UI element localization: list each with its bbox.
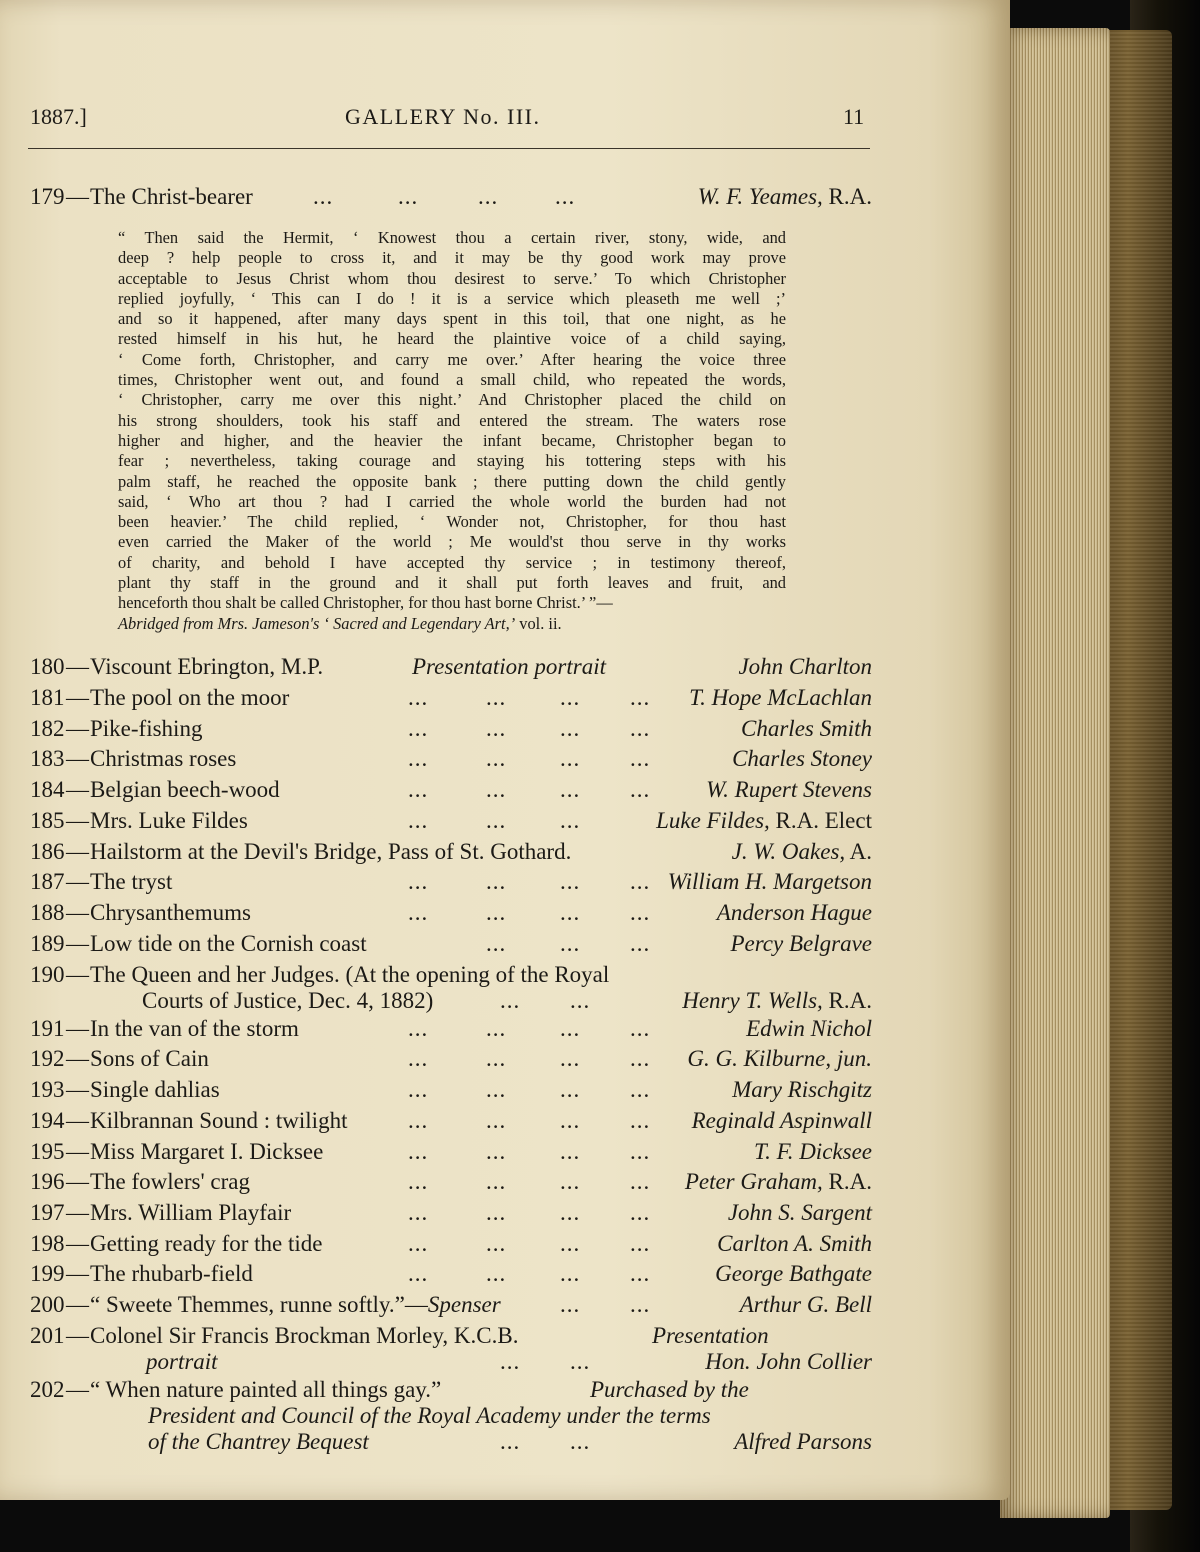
entry-dash: —	[66, 716, 89, 741]
quotation-line: been heavier.’ The child replied, ‘ Wonder not, Christopher, for thou hast	[118, 512, 786, 532]
leader-dots: ...	[630, 1231, 651, 1256]
entry-number: 193	[30, 1077, 65, 1102]
leader-dots: ...	[486, 685, 507, 710]
leader-dots: ...	[560, 900, 581, 925]
leader-dots: ...	[408, 1261, 429, 1286]
catalogue-entry-184	[30, 777, 872, 807]
entry-note: Presentation portrait	[412, 654, 607, 679]
entry-title: Single dahlias	[90, 1077, 220, 1102]
entry-artist: William H. Margetson	[667, 869, 872, 894]
catalogue-entry-186	[30, 839, 872, 869]
entry-dash: —	[66, 1231, 89, 1256]
quotation-line: his strong shoulders, took his staff and entered the stream. The waters rose	[118, 410, 786, 430]
entry-artist: Charles Stoney	[732, 746, 872, 771]
quotation-line: even carried the Maker of the world ; Me would'st thou serve in thy works	[118, 532, 786, 552]
leader-dots: ...	[560, 716, 581, 741]
quotation-line: henceforth thou shalt be called Christopher, for thou hast borne Christ.’ ”—	[118, 593, 613, 613]
leader-dots: ...	[478, 184, 499, 209]
leader-dots: ...	[486, 1077, 507, 1102]
entry-dash: —	[66, 1046, 89, 1071]
quotation-line: “ Then said the Hermit, ‘ Knowest thou a certain river, stony, wide, and	[118, 228, 786, 247]
entry-artist: John S. Sargent	[727, 1200, 872, 1225]
catalogue-entry-197	[30, 1200, 872, 1230]
entry-dash: —	[66, 1261, 89, 1286]
entry-title: The rhubarb-field	[90, 1261, 253, 1286]
leader-dots: ...	[486, 1231, 507, 1256]
catalogue-entry-199	[30, 1261, 872, 1291]
entry-number: 195	[30, 1139, 65, 1164]
leader-dots: ...	[630, 1292, 651, 1317]
entry-dash: —	[66, 1169, 89, 1194]
entry-title: The tryst	[90, 869, 173, 894]
entry-continuation-line: Courts of Justice, Dec. 4, 1882) ... ... Henry T. Wells, R.A.	[142, 988, 872, 1013]
quotation-line: replied joyfully, ‘ This can I do ! it is a service which pleaseth me well ;’	[118, 288, 786, 308]
entry-dash: —	[66, 1139, 89, 1164]
entry-title: Belgian beech-wood	[90, 777, 280, 802]
entry-number: 180	[30, 654, 65, 679]
catalogue-entry-191	[30, 1016, 872, 1046]
quotation-line: higher and higher, and the heavier the infant became, Christopher began to	[118, 430, 786, 450]
entry-artist: Edwin Nichol	[746, 1016, 872, 1041]
entry-title: “ When nature painted all things gay.”	[90, 1377, 442, 1402]
running-header-year: 1887.]	[30, 104, 87, 129]
entry-artist: Hon. John Collier	[705, 1349, 872, 1374]
leader-dots: ...	[486, 900, 507, 925]
leader-dots: ...	[408, 1046, 429, 1071]
quotation-line: rested himself in his hut, he heard the plaintive voice of a child saying,	[118, 329, 786, 349]
catalogue-entry-182	[30, 716, 872, 746]
running-header-title: GALLERY No. III.	[345, 104, 541, 129]
entry-continuation-line: President and Council of the Royal Academy under the terms	[148, 1403, 711, 1428]
entry-dash: —	[66, 1292, 89, 1317]
leader-dots: ...	[560, 1200, 581, 1225]
entry-artist: T. F. Dicksee	[754, 1139, 872, 1164]
entry-title: Sons of Cain	[90, 1046, 209, 1071]
leader-dots: ...	[630, 746, 651, 771]
entry-number: 194	[30, 1108, 65, 1133]
leader-dots: ...	[630, 1261, 651, 1286]
entry-number: 187	[30, 869, 65, 894]
entry-number: 202	[30, 1377, 65, 1402]
leader-dots: ...	[560, 1108, 581, 1133]
entry-title: The Christ-bearer	[90, 184, 253, 209]
leader-dots: ...	[408, 869, 429, 894]
leader-dots: ...	[560, 685, 581, 710]
entry-artist: Mary Rischgitz	[732, 1077, 872, 1102]
leader-dots: ...	[408, 716, 429, 741]
catalogue-entry-183	[30, 746, 872, 776]
entry-title: Viscount Ebrington, M.P.	[90, 654, 324, 679]
catalogue-entry-193	[30, 1077, 872, 1107]
leader-dots: ...	[408, 685, 429, 710]
entry-number: 183	[30, 746, 65, 771]
leader-dots: ...	[560, 1077, 581, 1102]
catalogue-entry-192	[30, 1046, 872, 1076]
leader-dots: ...	[630, 1139, 651, 1164]
leader-dots: ...	[313, 184, 334, 209]
leader-dots: ...	[408, 1016, 429, 1041]
entry-dash: —	[66, 808, 89, 833]
entry-note: Purchased by the	[590, 1377, 749, 1402]
leader-dots: ...	[560, 1231, 581, 1256]
leader-dots: ...	[486, 931, 507, 956]
leader-dots: ...	[630, 869, 651, 894]
entry-number: 184	[30, 777, 65, 802]
header-rule	[28, 148, 870, 149]
entry-artist: J. W. Oakes, A.	[731, 839, 872, 864]
entry-artist: Arthur G. Bell	[739, 1292, 872, 1317]
leader-dots: ...	[560, 1016, 581, 1041]
entry-title: The Queen and her Judges. (At the opening of the Royal	[90, 962, 610, 987]
entry-title: Low tide on the Cornish coast	[90, 931, 367, 956]
catalogue-entry-180	[30, 654, 872, 684]
entry-number: 182	[30, 716, 65, 741]
leader-dots: ...	[560, 869, 581, 894]
leader-dots: ...	[570, 1349, 591, 1374]
entry-title: Christmas roses	[90, 746, 237, 771]
leader-dots: ...	[486, 1139, 507, 1164]
quotation-line: ‘ Christopher, carry me over this night.’ And Christopher placed the child on	[118, 390, 786, 410]
entry-artist: Reginald Aspinwall	[691, 1108, 872, 1133]
leader-dots: ...	[408, 1077, 429, 1102]
entry-title: “ Sweete Themmes, runne softly.”—Spenser	[90, 1292, 501, 1317]
leader-dots: ...	[500, 988, 521, 1013]
leader-dots: ...	[630, 1077, 651, 1102]
leader-dots: ...	[630, 931, 651, 956]
catalogue-entry-187	[30, 869, 872, 899]
entry-title: Colonel Sir Francis Brockman Morley, K.C.B.	[90, 1323, 519, 1348]
entry-title: The fowlers' crag	[90, 1169, 250, 1194]
entry-artist: G. G. Kilburne, jun.	[687, 1046, 872, 1071]
entry-number: 179	[30, 184, 65, 209]
leader-dots: ...	[486, 1169, 507, 1194]
entry-dash: —	[66, 1377, 89, 1402]
entry-title: In the van of the storm	[90, 1016, 299, 1041]
leader-dots: ...	[560, 1139, 581, 1164]
entry-artist: Percy Belgrave	[730, 931, 872, 956]
entry-title: Miss Margaret I. Dicksee	[90, 1139, 324, 1164]
leader-dots: ...	[486, 1108, 507, 1133]
entry-number: 188	[30, 900, 65, 925]
leader-dots: ...	[500, 1349, 521, 1374]
catalogue-entry-185	[30, 808, 872, 838]
leader-dots: ...	[408, 1108, 429, 1133]
entry-artist: John Charlton	[738, 654, 872, 679]
entry-continuation-line: portrait ... ... Hon. John Collier	[146, 1349, 872, 1374]
leader-dots: ...	[408, 1231, 429, 1256]
catalogue-entry-194	[30, 1108, 872, 1138]
quotation-line: acceptable to Jesus Christ whom thou desirest to serve.’ To which Christopher	[118, 268, 786, 288]
leader-dots: ...	[560, 808, 581, 833]
entry-dash: —	[66, 931, 89, 956]
entry-title: Getting ready for the tide	[90, 1231, 323, 1256]
entry-title: Chrysanthemums	[90, 900, 251, 925]
entry-number: 197	[30, 1200, 65, 1225]
catalogue-entry-200	[30, 1292, 872, 1322]
entry-artist: Alfred Parsons	[734, 1429, 872, 1454]
entry-artist: Charles Smith	[741, 716, 872, 741]
page-fore-edge	[1000, 28, 1110, 1518]
entry-number: 199	[30, 1261, 65, 1286]
leader-dots: ...	[570, 1429, 591, 1454]
catalogue-entry-188	[30, 900, 872, 930]
leader-dots: ...	[486, 1200, 507, 1225]
leader-dots: ...	[408, 1139, 429, 1164]
leader-dots: ...	[500, 1429, 521, 1454]
entry-number: 192	[30, 1046, 65, 1071]
leader-dots: ...	[630, 1169, 651, 1194]
quotation-source: Abridged from Mrs. Jameson's ‘ Sacred and Legendary Art,’ vol. ii.	[118, 614, 562, 633]
quotation-line: plant thy staff in the ground and it shall put forth leaves and fruit, and	[118, 573, 786, 593]
entry-title: Kilbrannan Sound : twilight	[90, 1108, 348, 1133]
leader-dots: ...	[630, 777, 651, 802]
entry-dash: —	[66, 1323, 89, 1348]
entry-dash: —	[66, 1077, 89, 1102]
entry-number: 189	[30, 931, 65, 956]
entry-dash: —	[66, 962, 89, 987]
leader-dots: ...	[560, 1169, 581, 1194]
leader-dots: ...	[486, 777, 507, 802]
entry-number: 181	[30, 685, 65, 710]
leader-dots: ...	[560, 1292, 581, 1317]
entry-number: 196	[30, 1169, 65, 1194]
entry-number: 190	[30, 962, 65, 987]
quotation-line: deep ? help people to cross it, and it may be thy good work may prove	[118, 248, 786, 268]
leader-dots: ...	[560, 777, 581, 802]
entry-artist: George Bathgate	[715, 1261, 872, 1286]
leader-dots: ...	[570, 988, 591, 1013]
leader-dots: ...	[630, 1016, 651, 1041]
leader-dots: ...	[486, 1046, 507, 1071]
leader-dots: ...	[486, 1016, 507, 1041]
entry-artist: Luke Fildes, R.A. Elect	[656, 808, 872, 833]
entry-number: 200	[30, 1292, 65, 1317]
entry-number: 198	[30, 1231, 65, 1256]
entry-dash: —	[66, 1200, 89, 1225]
leader-dots: ...	[408, 808, 429, 833]
leader-dots: ...	[630, 685, 651, 710]
catalogue-entry-181	[30, 685, 872, 715]
quotation-line: palm staff, he reached the opposite bank ; there putting down the child gently	[118, 471, 786, 491]
entry-dash: —	[66, 839, 89, 864]
quotation-line: said, ‘ Who art thou ? had I carried the whole world the burden had not	[118, 491, 786, 511]
entry-artist: W. F. Yeames, R.A.	[697, 184, 872, 209]
leader-dots: ...	[630, 900, 651, 925]
entry-dash: —	[66, 777, 89, 802]
leader-dots: ...	[560, 1261, 581, 1286]
entry-artist: Peter Graham, R.A.	[684, 1169, 872, 1194]
entry-number: 186	[30, 839, 65, 864]
leader-dots: ...	[555, 184, 576, 209]
entry-quotation	[118, 228, 786, 614]
leader-dots: ...	[630, 1108, 651, 1133]
entry-continuation-line: of the Chantrey Bequest ... ... Alfred Parsons	[148, 1429, 872, 1454]
entry-dash: —	[66, 1108, 89, 1133]
entry-dash: —	[66, 869, 89, 894]
page-number: 11	[843, 104, 865, 129]
entry-number: 191	[30, 1016, 65, 1041]
leader-dots: ...	[560, 931, 581, 956]
leader-dots: ...	[560, 1046, 581, 1071]
entry-title: Hailstorm at the Devil's Bridge, Pass of St. Gothard.	[90, 839, 572, 864]
catalogue-entry-195	[30, 1139, 872, 1169]
quotation-line: and so it happened, after many days spent in this toil, that one night, as he	[118, 309, 786, 329]
entry-dash: —	[66, 654, 89, 679]
catalogue-entry-196	[30, 1169, 872, 1199]
entry-title: Mrs. Luke Fildes	[90, 808, 248, 833]
leader-dots: ...	[630, 1200, 651, 1225]
catalogue-entry-179	[30, 184, 872, 214]
leader-dots: ...	[486, 869, 507, 894]
entry-artist: Anderson Hague	[716, 900, 872, 925]
entry-number: 201	[30, 1323, 65, 1348]
entry-artist: W. Rupert Stevens	[706, 777, 872, 802]
quotation-line: ‘ Come forth, Christopher, and carry me over.’ After hearing the voice three	[118, 349, 786, 369]
entry-artist: T. Hope McLachlan	[689, 685, 872, 710]
catalogue-entry-198	[30, 1231, 872, 1261]
leader-dots: ...	[560, 746, 581, 771]
entry-dash: —	[66, 184, 89, 209]
leader-dots: ...	[408, 777, 429, 802]
entry-title: The pool on the moor	[90, 685, 290, 710]
quotation-line: times, Christopher went out, and found a small child, who repeated the words,	[118, 370, 786, 390]
leader-dots: ...	[630, 716, 651, 741]
entry-artist: Henry T. Wells, R.A.	[682, 988, 872, 1013]
entry-dash: —	[66, 900, 89, 925]
leader-dots: ...	[630, 1046, 651, 1071]
catalogue-entry-189	[30, 931, 872, 961]
leader-dots: ...	[486, 808, 507, 833]
leader-dots: ...	[408, 900, 429, 925]
leader-dots: ...	[486, 746, 507, 771]
leader-dots: ...	[486, 1261, 507, 1286]
leader-dots: ...	[408, 1169, 429, 1194]
leader-dots: ...	[486, 716, 507, 741]
entry-title: Mrs. William Playfair	[90, 1200, 292, 1225]
entry-dash: —	[66, 746, 89, 771]
entry-note: Presentation	[652, 1323, 769, 1348]
entry-dash: —	[66, 1016, 89, 1041]
leader-dots: ...	[408, 746, 429, 771]
leader-dots: ...	[408, 1200, 429, 1225]
quotation-line: of charity, and behold I have accepted thy service ; in testimony thereof,	[118, 552, 786, 572]
entry-dash: —	[66, 685, 89, 710]
entry-number: 185	[30, 808, 65, 833]
quotation-line: fear ; nevertheless, taking courage and staying his tottering steps with his	[118, 451, 786, 471]
entry-artist: Carlton A. Smith	[717, 1231, 872, 1256]
leader-dots: ...	[398, 184, 419, 209]
entry-title: Pike-fishing	[90, 716, 203, 741]
